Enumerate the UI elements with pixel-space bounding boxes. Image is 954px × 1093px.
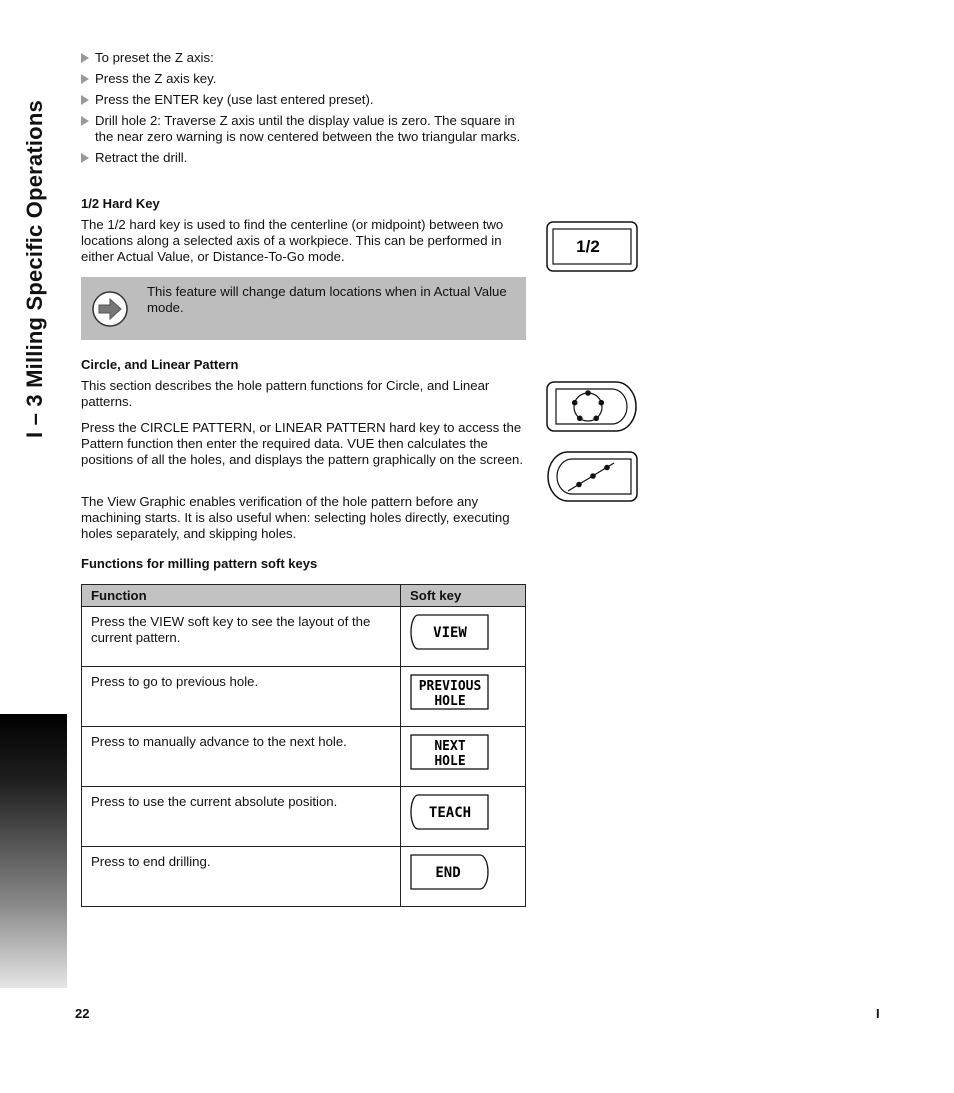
functions-heading: Functions for milling pattern soft keys xyxy=(81,556,318,571)
arrow-right-icon xyxy=(91,290,129,333)
bullet-triangle-icon xyxy=(81,95,89,105)
teach-softkey[interactable] xyxy=(410,794,516,830)
circle-pattern-key[interactable] xyxy=(546,381,638,437)
column-header-softkey: Soft key xyxy=(401,585,526,607)
bullet-text: Retract the drill. xyxy=(95,150,188,165)
table-row xyxy=(82,847,526,907)
chapter-tab-gradient xyxy=(0,714,67,988)
end-softkey[interactable] xyxy=(410,854,516,890)
bullet-text: Press the Z axis key. xyxy=(95,71,217,86)
bullet-item xyxy=(81,150,526,166)
chapter-sidebar-title: I – 3 Milling Specific Operations xyxy=(22,100,47,438)
bullet-item xyxy=(81,113,526,145)
table-row xyxy=(82,787,526,847)
bullet-item xyxy=(81,71,526,87)
column-header-function: Function xyxy=(82,585,401,607)
function-description: Press to manually advance to the next hole. xyxy=(82,727,401,787)
bullet-text: Drill hole 2: Traverse Z axis until the display value is zero. The square in the near zero warning is now centered between the two triangular marks. xyxy=(95,113,521,144)
page-number: 22 xyxy=(75,1006,90,1021)
function-description: Press the VIEW soft key to see the layout of the current pattern. xyxy=(82,607,401,667)
bullet-item xyxy=(81,50,526,66)
function-description: Press to end drilling. xyxy=(82,847,401,907)
linear-pattern-key[interactable] xyxy=(546,451,638,507)
half-key-heading: 1/2 Hard Key xyxy=(81,196,160,211)
bullet-triangle-icon xyxy=(81,153,89,163)
softkey-label-line1: PREVIOUS xyxy=(418,679,482,694)
bullet-text: Press the ENTER key (use last entered preset). xyxy=(95,92,374,107)
main-content xyxy=(81,50,526,171)
functions-table xyxy=(81,584,526,907)
note-text: This feature will change datum locations when in Actual Value mode. xyxy=(147,284,507,315)
half-hard-key[interactable] xyxy=(546,221,638,277)
bullet-text: To preset the Z axis: xyxy=(95,50,214,65)
table-header-row xyxy=(82,585,526,607)
note-box xyxy=(81,277,526,340)
softkey-label: VIEW xyxy=(433,625,467,641)
softkey-label: END xyxy=(435,865,461,881)
function-description: Press to go to previous hole. xyxy=(82,667,401,727)
half-key-body: The 1/2 hard key is used to find the centerline (or midpoint) between two locations along a selected axis of a workpiece. This can be performed in either Actual Value, or Distance-To-Go mode. xyxy=(81,217,504,264)
pattern-paragraph-1: This section describes the hole pattern functions for Circle, and Linear patterns. xyxy=(81,378,490,409)
bullet-item xyxy=(81,92,526,108)
softkey-label-line2: HOLE xyxy=(434,754,466,769)
softkey-label: TEACH xyxy=(428,805,472,821)
next-hole-softkey[interactable] xyxy=(410,734,516,770)
half-key-label: 1/2 xyxy=(576,237,600,256)
bullet-triangle-icon xyxy=(81,53,89,63)
footer-chapter-marker: I xyxy=(876,1006,880,1021)
pattern-heading: Circle, and Linear Pattern xyxy=(81,357,239,372)
softkey-label-line1: NEXT xyxy=(434,739,466,754)
softkey-label-line2: HOLE xyxy=(434,694,466,709)
table-row xyxy=(82,667,526,727)
function-description: Press to use the current absolute position. xyxy=(82,787,401,847)
bullet-triangle-icon xyxy=(81,116,89,126)
bullet-triangle-icon xyxy=(81,74,89,84)
previous-hole-softkey[interactable] xyxy=(410,674,516,710)
view-softkey[interactable] xyxy=(410,614,516,650)
pattern-paragraph-3: The View Graphic enables verification of the hole pattern before any machining starts. It is also useful when: selecting holes directly, executing holes separately, and skipping holes. xyxy=(81,494,510,541)
table-row xyxy=(82,727,526,787)
table-row xyxy=(82,607,526,667)
pattern-paragraph-2: Press the CIRCLE PATTERN, or LINEAR PATTERN hard key to access the Pattern function then enter the required data. VUE then calculates the positions of all the holes, and displays the pattern graphically on the screen. xyxy=(81,420,524,467)
